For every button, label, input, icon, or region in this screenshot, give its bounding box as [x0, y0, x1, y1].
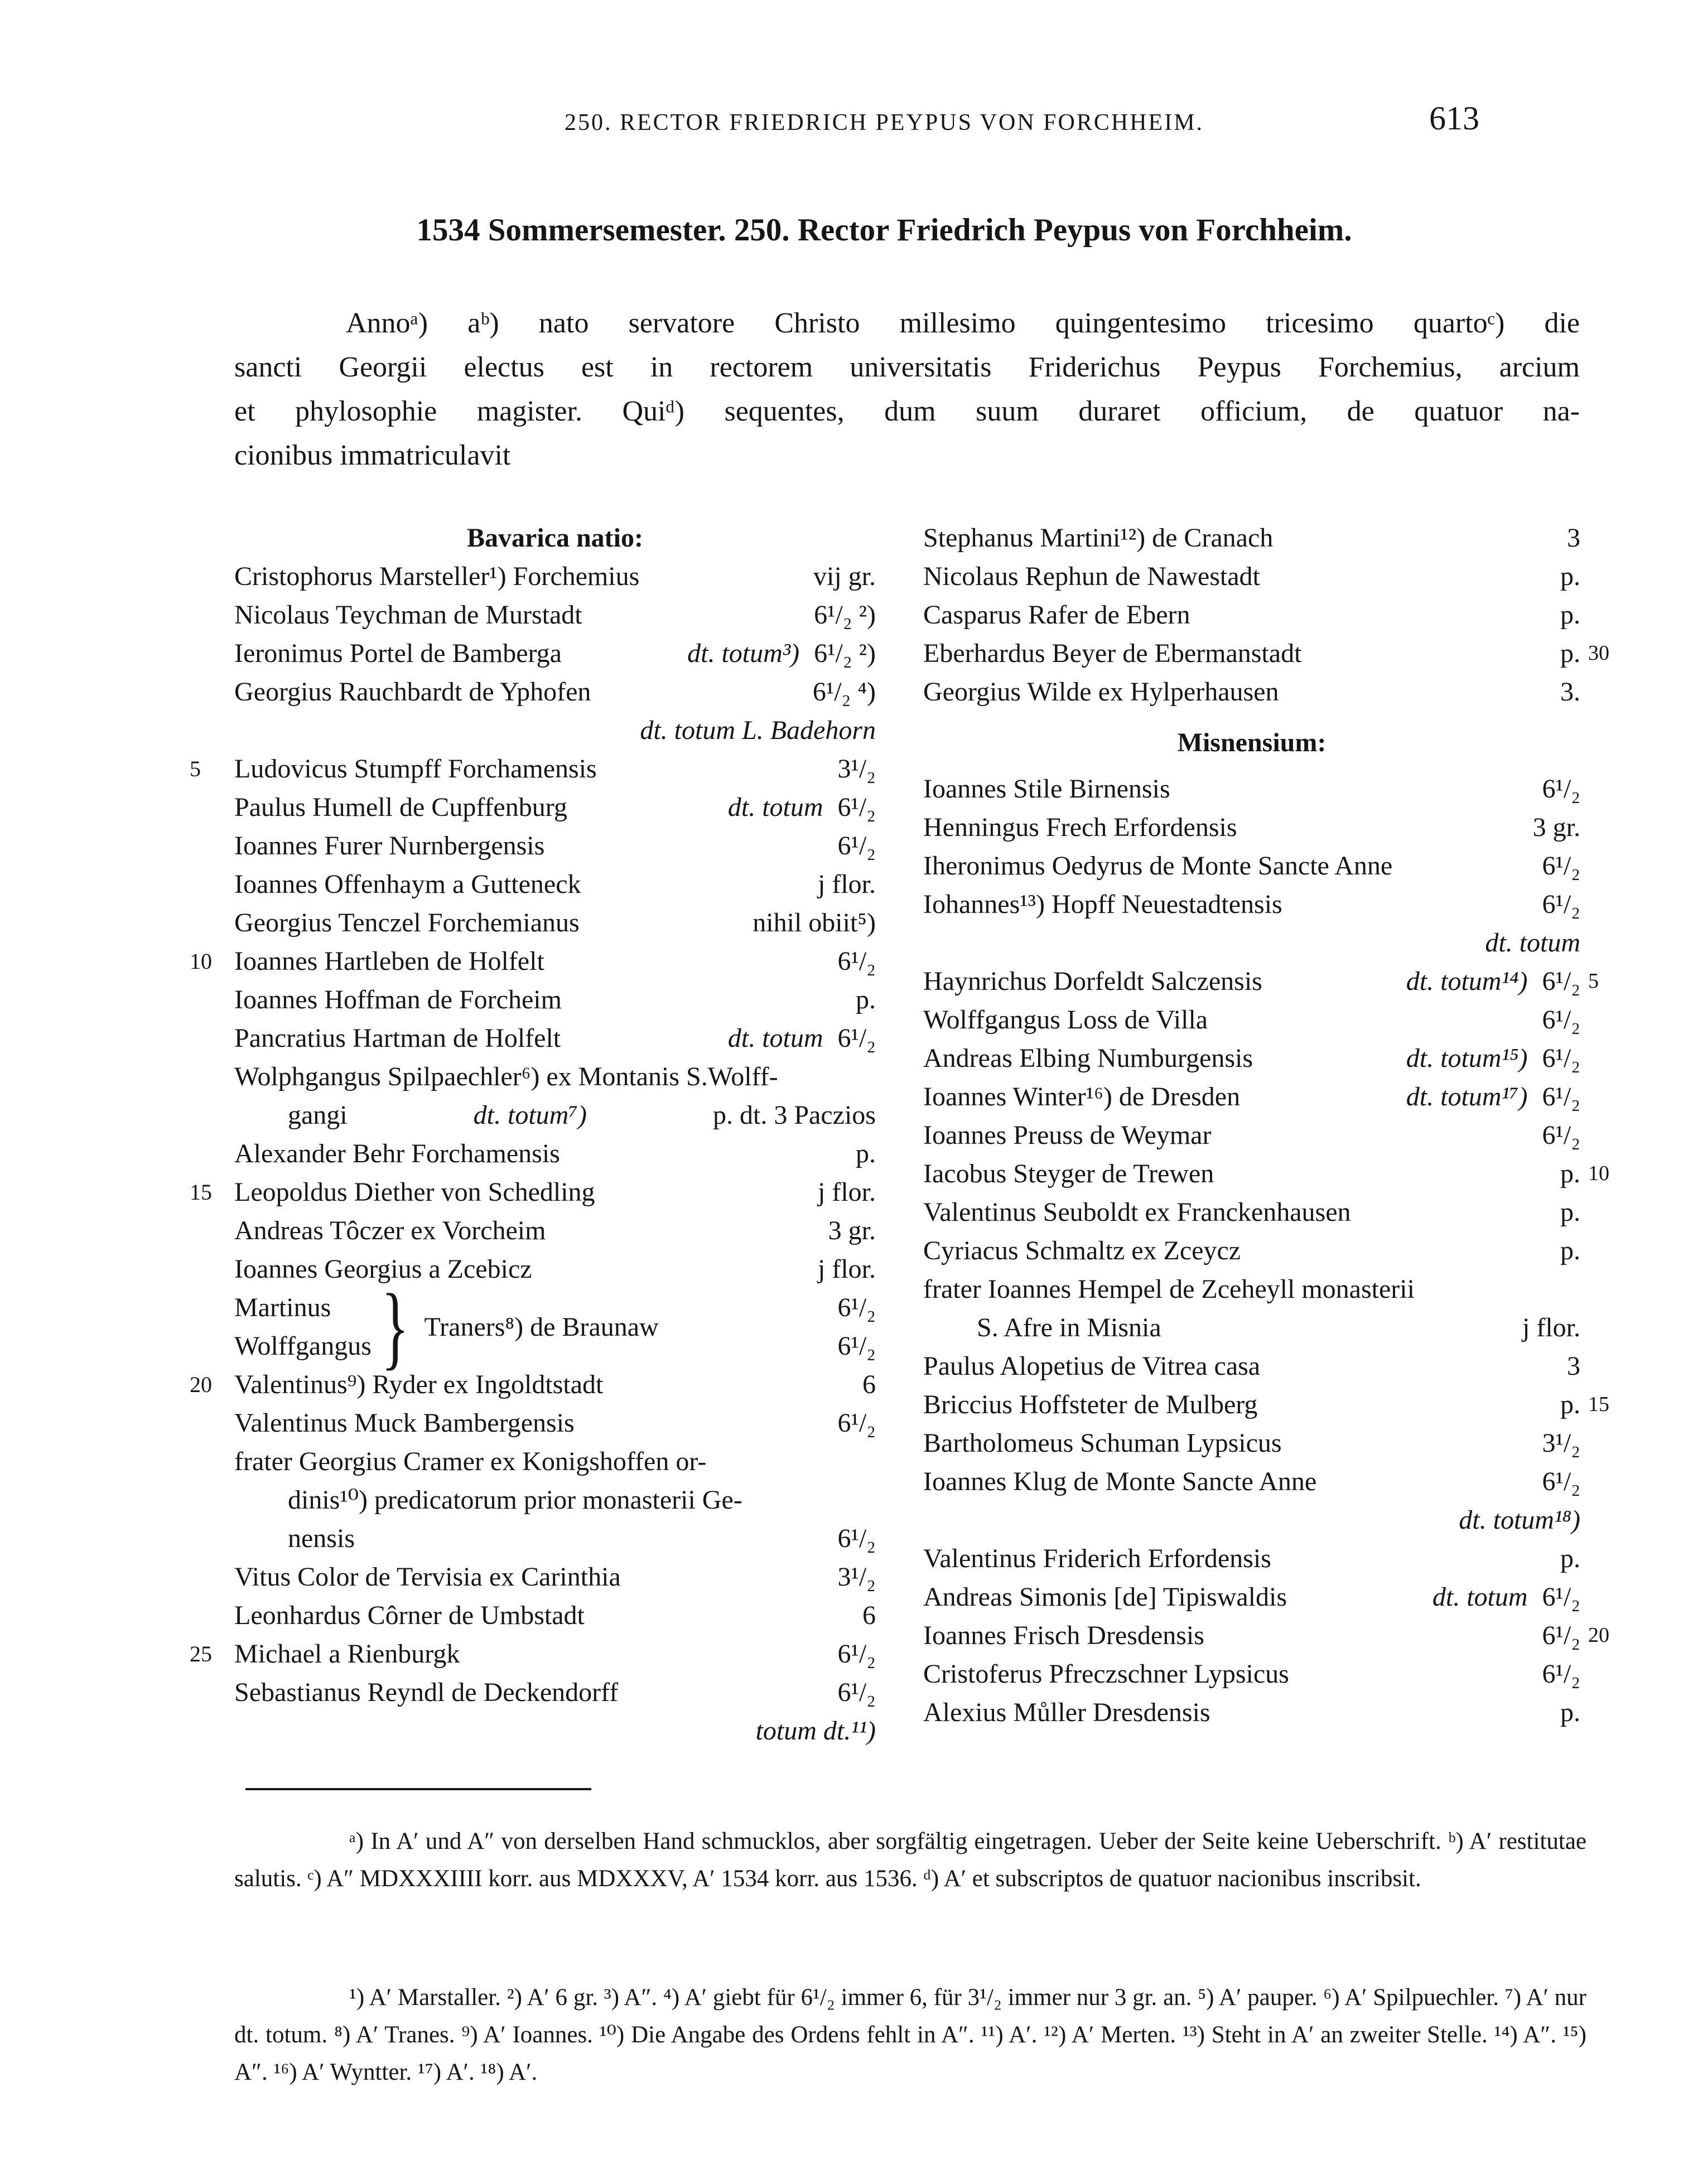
- payment-note: dt. totum: [727, 1023, 823, 1053]
- payment-amount: p.: [1560, 1390, 1580, 1419]
- payment-amount: 6¹/₂ ²): [814, 600, 876, 630]
- student-name: Iacobus Steyger de Trewen: [923, 1159, 1214, 1188]
- list-row: [923, 847, 1580, 885]
- payment-amount: 6¹/₂: [837, 1639, 876, 1669]
- payment-amount: 6¹/₂: [837, 1408, 876, 1438]
- payment-amount: j flor.: [818, 869, 876, 899]
- line-number: 20: [1588, 1623, 1609, 1647]
- payment-note: dt. totum¹⁵): [1406, 1043, 1528, 1073]
- list-row: [923, 1193, 1580, 1231]
- list-row: [923, 1001, 1580, 1039]
- student-name: Iheronimus Oedyrus de Monte Sancte Anne: [923, 851, 1393, 881]
- payment-amount: j flor.: [818, 1254, 876, 1284]
- list-row: [234, 1481, 876, 1519]
- payment-amount: 6¹/₂: [1542, 1082, 1580, 1112]
- page-number: 613: [1429, 100, 1479, 137]
- list-row: [190, 1365, 876, 1404]
- payment-amount: 3 gr.: [828, 1216, 876, 1245]
- payment-note-line: [923, 924, 1580, 962]
- payment-amount: 3¹/₂: [1542, 1428, 1580, 1458]
- student-name: Valentinus Seuboldt ex Franckenhausen: [923, 1197, 1351, 1227]
- list-row: [190, 750, 876, 788]
- braced-payments: [838, 1288, 876, 1365]
- list-row: [923, 1116, 1580, 1154]
- payment-note: totum dt.¹¹): [755, 1716, 876, 1746]
- student-name: Andreas Simonis [de] Tipiswaldis: [923, 1582, 1287, 1612]
- student-name: Georgius Wilde ex Hylperhausen: [923, 677, 1279, 707]
- payment-amount: 6¹/₂: [837, 1023, 876, 1053]
- list-row: [923, 1231, 1580, 1270]
- student-name: Ioannes Hoffman de Forcheim: [234, 985, 562, 1014]
- student-name: dinis¹⁰) predicatorum prior monasterii Ge-: [288, 1485, 742, 1515]
- list-row: [923, 1578, 1580, 1616]
- list-row: [234, 1442, 876, 1481]
- list-row: [234, 596, 876, 634]
- payment-amount: 6¹/₂: [1542, 967, 1580, 996]
- list-row: [234, 1673, 876, 1712]
- student-name: Cristophorus Marsteller¹) Forchemius: [234, 562, 640, 591]
- student-name: Cristoferus Pfreczschner Lypsicus: [923, 1659, 1289, 1689]
- payment-amount: p.: [1560, 1698, 1580, 1727]
- student-name: Ioannes Georgius a Zcebicz: [234, 1254, 532, 1284]
- student-name: Andreas Tôczer ex Vorcheim: [234, 1216, 546, 1245]
- left-column: [190, 519, 876, 1750]
- list-row: [923, 557, 1580, 596]
- payment-amount: 6¹/₂: [1542, 1005, 1580, 1035]
- payment-amount: 3¹/₂: [837, 754, 876, 784]
- student-name: S. Afre in Misnia: [977, 1313, 1161, 1342]
- line-number: 15: [1588, 1393, 1609, 1416]
- payment-amount: 6¹/₂: [837, 1293, 876, 1322]
- payment-amount: p.: [1560, 1236, 1580, 1265]
- student-name: Andreas Elbing Numburgensis: [923, 1043, 1253, 1073]
- payment-amount: 3 gr.: [1532, 813, 1580, 842]
- list-row: [234, 1096, 876, 1134]
- student-name: Georgius Rauchbardt de Yphofen: [234, 677, 591, 707]
- payment-amount: 6¹/₂: [837, 831, 876, 861]
- student-name: Iohannes¹³) Hopff Neuestadtensis: [923, 890, 1282, 919]
- list-row: [234, 788, 876, 827]
- list-row: [923, 885, 1580, 924]
- payment-amount: 6: [862, 1601, 876, 1630]
- running-header: 250. RECTOR FRIEDRICH PEYPUS VON FORCHHEIM.: [564, 110, 1204, 136]
- payment-amount: 3: [1567, 523, 1580, 553]
- footnote-separator-rule: [245, 1788, 591, 1790]
- payment-amount: 6¹/₂: [837, 946, 876, 976]
- payment-note: dt. totum: [1485, 928, 1580, 958]
- payment-amount: 6¹/₂: [1542, 1043, 1580, 1073]
- list-row: [234, 1404, 876, 1442]
- payment-note: dt. totum¹⁷): [1406, 1082, 1528, 1112]
- payment-amount: 6¹/₂: [1542, 890, 1580, 919]
- payment-amount: 3.: [1560, 677, 1580, 707]
- payment-note: dt. totum¹⁸): [1459, 1505, 1580, 1535]
- list-row: [923, 770, 1580, 808]
- payment-amount: 6¹/₂: [837, 1524, 876, 1553]
- list-row: [923, 1693, 1580, 1732]
- line-number: 20: [190, 1372, 212, 1397]
- student-name: Leopoldus Diether von Schedling: [234, 1177, 595, 1207]
- student-name: Stephanus Martini¹²) de Cranach: [923, 523, 1274, 553]
- line-number: 5: [190, 756, 201, 781]
- payment-amount: p.: [1560, 1197, 1580, 1227]
- payment-amount: 6¹/₂: [1542, 1621, 1580, 1650]
- student-name: Ioannes Hartleben de Holfelt: [234, 946, 544, 976]
- list-row: [923, 1462, 1580, 1501]
- payment-note: dt. totum⁷): [473, 1100, 587, 1130]
- line-number: 10: [1588, 1162, 1609, 1185]
- list-row: [234, 1019, 876, 1057]
- list-row: [190, 1635, 876, 1673]
- payment-note: dt. totum: [1432, 1582, 1528, 1612]
- payment-amount: p.: [1560, 639, 1580, 668]
- payment-amount: 3¹/₂: [837, 1562, 876, 1592]
- student-name: Pancratius Hartman de Holfelt: [234, 1023, 561, 1053]
- student-name: Ludovicus Stumpff Forchamensis: [234, 754, 597, 784]
- student-name: nensis: [288, 1524, 355, 1553]
- payment-amount: 6¹/₂ ²): [814, 639, 876, 668]
- payment-amount: p.: [856, 1139, 876, 1168]
- student-name: Henningus Frech Erfordensis: [923, 813, 1237, 842]
- list-row: [234, 1134, 876, 1173]
- student-name: Valentinus⁹) Ryder ex Ingoldtstadt: [234, 1370, 604, 1399]
- payment-amount: nihil obiit⁵): [753, 908, 876, 938]
- payment-amount: 6¹/₂: [837, 1331, 876, 1361]
- list-row: [234, 1558, 876, 1596]
- section-heading: Bavarica natio:: [467, 523, 643, 553]
- list-row: [923, 1655, 1580, 1693]
- list-row: [234, 980, 876, 1019]
- intro-line: sancti Georgii electus est in rectorem universitatis Friderichus Peypus Forchemius, arcium: [234, 351, 1580, 383]
- list-row: [234, 1596, 876, 1635]
- payment-note-line: [234, 711, 876, 750]
- payment-note-line: [923, 1501, 1580, 1539]
- student-name: Wolffgangus Loss de Villa: [923, 1005, 1208, 1035]
- payment-amount: 6¹/₂: [1542, 1582, 1580, 1612]
- student-name: Haynrichus Dorfeldt Salczensis: [923, 967, 1262, 996]
- list-row: [234, 827, 876, 865]
- payment-amount: 6¹/₂: [1542, 1467, 1580, 1496]
- list-row: [923, 673, 1580, 711]
- payment-amount: 6¹/₂: [1542, 851, 1580, 881]
- payment-note: dt. totum: [727, 793, 823, 822]
- brace-glyph: }: [381, 1275, 409, 1379]
- student-name: Ieronimus Portel de Bamberga: [234, 639, 562, 668]
- list-row: [234, 557, 876, 596]
- student-name: Ioannes Frisch Dresdensis: [923, 1621, 1204, 1650]
- braced-names: [234, 1288, 372, 1365]
- payment-amount: vij gr.: [813, 562, 876, 591]
- payment-note: dt. totum¹⁴): [1406, 967, 1528, 996]
- list-row: [234, 1211, 876, 1250]
- list-row: [234, 903, 876, 942]
- student-name: Casparus Rafer de Ebern: [923, 600, 1190, 630]
- footnotes-numbers: ¹) A′ Marstaller. ²) A′ 6 gr. ³) A″. ⁴) A′ giebt für 6¹/₂ immer 6, für 3¹/₂ immer nur 3 gr. an. ⁵) A′ pauper. ⁶) A′ Spilpuechler. ⁷) A′ nur dt. totum. ⁸) A′ Tranes. ⁹) A′ Ioannes. ¹⁰) Die Angabe des Ordens fehlt in A″. ¹¹) A′. ¹²) A′ Merten. ¹³) Steht in A′ an zweiter Stelle. ¹⁴) A″. ¹⁵) A″. ¹⁶) A′ Wyntter. ¹⁷) A′. ¹⁸) A′.: [234, 1984, 1586, 2085]
- section-heading: Misnensium:: [1177, 728, 1327, 757]
- student-name: Eberhardus Beyer de Ebermanstadt: [923, 639, 1302, 668]
- payment-amount: 6¹/₂: [1542, 774, 1580, 804]
- student-name: Paulus Humell de Cupffenburg: [234, 793, 567, 822]
- intro-line: cionibus immatriculavit: [234, 439, 511, 471]
- list-row: [923, 1039, 1580, 1077]
- list-row: [234, 1057, 876, 1096]
- list-row: [234, 865, 876, 903]
- student-name: Michael a Rienburgk: [234, 1639, 460, 1669]
- braced-shared-name: Traners⁸) de Braunaw: [424, 1312, 659, 1342]
- line-number: 5: [1588, 969, 1599, 993]
- payment-amount: p.: [1560, 1544, 1580, 1573]
- student-name: Georgius Tenczel Forchemianus: [234, 908, 580, 938]
- payment-amount: 6¹/₂ ⁴): [812, 677, 876, 707]
- line-number: 15: [190, 1180, 212, 1205]
- payment-amount: p. dt. 3 Paczios: [713, 1100, 876, 1130]
- student-name: Briccius Hoffsteter de Mulberg: [923, 1390, 1258, 1419]
- student-name: Martinus: [234, 1293, 331, 1322]
- list-row: [923, 1424, 1580, 1462]
- student-name: frater Ioannes Hempel de Zceheyll monasterii: [923, 1274, 1415, 1304]
- student-name: Wolphgangus Spilpaechler⁶) ex Montanis S.Wolff-: [234, 1062, 778, 1091]
- student-name: Nicolaus Teychman de Murstadt: [234, 600, 582, 630]
- list-row: [923, 1539, 1580, 1578]
- braced-entry-group: [234, 1275, 876, 1379]
- payment-amount: 6¹/₂: [1542, 1120, 1580, 1150]
- payment-amount: j flor.: [1522, 1313, 1580, 1342]
- intro-line: Annoᵃ) aᵇ) nato servatore Christo millesimo quingentesimo tricesimo quartoᶜ) die: [346, 307, 1580, 339]
- list-row: [923, 596, 1580, 634]
- student-name: Sebastianus Reyndl de Deckendorff: [234, 1678, 619, 1707]
- list-row: [234, 1250, 876, 1288]
- list-row: [234, 634, 876, 673]
- student-name: Leonhardus Côrner de Umbstadt: [234, 1601, 585, 1630]
- list-row: [923, 634, 1609, 673]
- student-name: Valentinus Muck Bambergensis: [234, 1408, 575, 1438]
- list-row: [234, 1519, 876, 1558]
- student-name: Paulus Alopetius de Vitrea casa: [923, 1351, 1261, 1381]
- list-row: [923, 1616, 1609, 1655]
- payment-amount: 3: [1567, 1351, 1580, 1381]
- intro-line: et phylosophie magister. Quiᵈ) sequentes, dum suum duraret officium, de quatuor na-: [234, 395, 1580, 427]
- list-row: [923, 1308, 1580, 1347]
- page-title: 1534 Sommersemester. 250. Rector Friedrich Peypus von Forchheim.: [416, 212, 1352, 248]
- student-name: Nicolaus Rephun de Nawestadt: [923, 562, 1260, 591]
- line-number: 30: [1588, 641, 1609, 665]
- student-name: gangi: [288, 1100, 348, 1130]
- student-name: Valentinus Friderich Erfordensis: [923, 1544, 1271, 1573]
- payment-amount: 6¹/₂: [837, 1678, 876, 1707]
- line-number: 10: [190, 949, 212, 974]
- list-row: [190, 1173, 876, 1211]
- payment-amount: p.: [1560, 600, 1580, 630]
- student-name: Alexander Behr Forchamensis: [234, 1139, 560, 1168]
- payment-note: dt. totum L. Badehorn: [640, 716, 876, 745]
- payment-note-line: [234, 1712, 876, 1750]
- student-name: Cyriacus Schmaltz ex Zceycz: [923, 1236, 1241, 1265]
- student-name: Ioannes Furer Nurnbergensis: [234, 831, 545, 861]
- payment-amount: 6¹/₂: [837, 793, 876, 822]
- payment-amount: j flor.: [818, 1177, 876, 1207]
- list-row: [923, 808, 1580, 847]
- student-name: Ioannes Stile Birnensis: [923, 774, 1170, 804]
- payment-amount: p.: [1560, 1159, 1580, 1188]
- student-name: frater Georgius Cramer ex Konigshoffen or-: [234, 1447, 707, 1476]
- student-name: Ioannes Winter¹⁶) de Dresden: [923, 1082, 1241, 1112]
- line-number: 25: [190, 1641, 212, 1666]
- list-row: [923, 962, 1599, 1001]
- student-name: Ioannes Preuss de Weymar: [923, 1120, 1212, 1150]
- intro-paragraph: [234, 301, 1580, 477]
- student-name: Bartholomeus Schuman Lypsicus: [923, 1428, 1282, 1458]
- right-column: [923, 519, 1609, 1732]
- list-row: [190, 942, 876, 980]
- payment-amount: p.: [1560, 562, 1580, 591]
- footnotes-letters: ᵃ) In A′ und A″ von derselben Hand schmucklos, aber sorgfältig eingetragen. Ueber der Seite keine Ueberschrift. ᵇ) A′ restitutae salutis. ᶜ) A″ MDXXXIIII korr. aus MDXXXV, A′ 1534 korr. aus 1536. ᵈ) A′ et subscriptos de quatuor nacionibus inscribsit.: [234, 1828, 1586, 1892]
- student-name: Wolffgangus: [234, 1331, 372, 1361]
- student-name: Ioannes Klug de Monte Sancte Anne: [923, 1467, 1317, 1496]
- student-name: Ioannes Offenhaym a Gutteneck: [234, 869, 581, 899]
- payment-amount: 6: [862, 1370, 876, 1399]
- list-row: [923, 1154, 1609, 1193]
- payment-note: dt. totum³): [687, 639, 800, 668]
- student-name: Alexius Můller Dresdensis: [923, 1698, 1210, 1727]
- list-row: [923, 519, 1580, 557]
- list-row: [923, 1385, 1609, 1424]
- student-name: Vitus Color de Tervisia ex Carinthia: [234, 1562, 621, 1592]
- list-row: [923, 1347, 1580, 1385]
- payment-amount: 6¹/₂: [1542, 1659, 1580, 1689]
- list-row: [234, 673, 876, 711]
- list-row: [923, 1270, 1580, 1308]
- payment-amount: p.: [856, 985, 876, 1014]
- list-row: [923, 1077, 1580, 1116]
